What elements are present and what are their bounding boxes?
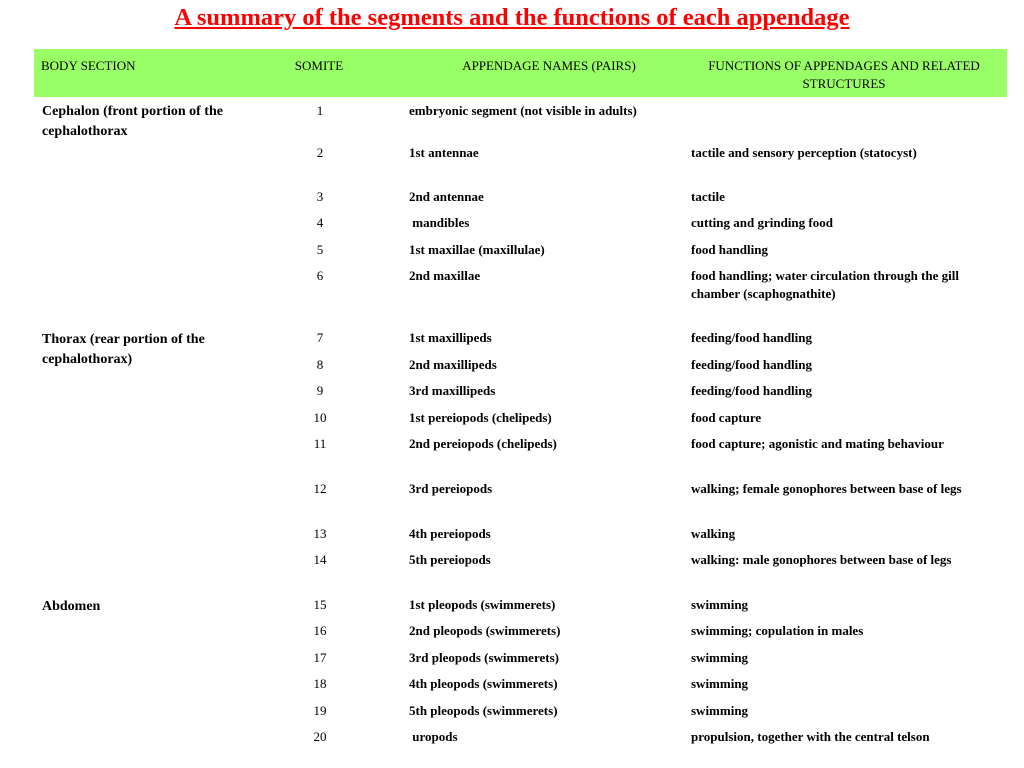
somite-number: 19 [313,703,327,718]
table-row [0,188,1024,208]
table-row [0,102,1024,122]
table-row [0,596,1024,616]
appendage-function: food capture; agonistic and mating behaviour [691,436,944,451]
appendage-name: 5th pleopods (swimmerets) [409,703,558,718]
appendage-function: tactile [691,189,725,204]
appendage-function: cutting and grinding food [691,215,833,230]
table-row [0,480,1024,500]
table-row [0,356,1024,376]
table-header [34,49,1007,97]
section-cephalon: Cephalon (front portion of the cephalothorax [42,104,223,139]
table-row [0,551,1024,571]
appendage-name: 2nd antennae [409,189,484,204]
somite-number: 16 [313,623,327,638]
somite-number: 12 [313,481,327,496]
appendage-function: food handling; water circulation through the gill chamber (scaphognathite) [691,268,959,301]
appendage-name: 5th pereiopods [409,552,491,567]
appendage-name: 1st pereiopods (chelipeds) [409,410,552,425]
appendage-function: food handling [691,242,768,257]
somite-number: 10 [313,410,327,425]
table-row [0,241,1024,261]
table-row [0,622,1024,642]
somite-number: 7 [316,330,324,345]
somite-number: 17 [313,650,327,665]
table-row [0,675,1024,695]
appendage-name: 1st maxillae (maxillulae) [409,242,545,257]
appendage-function: feeding/food handling [691,357,813,372]
appendage-function: swimming [691,703,749,718]
appendage-name: 4th pereiopods [409,526,491,541]
appendage-function: walking [691,526,736,541]
somite-number: 14 [313,552,327,567]
appendage-function: swimming [691,676,749,691]
header-somite: SOMITE [294,58,344,73]
somite-number: 3 [316,189,324,204]
appendage-name: embryonic segment (not visible in adults) [409,103,637,118]
somite-number: 9 [316,383,324,398]
appendage-function: walking; female gonophores between base of legs [691,481,962,496]
somite-number: 5 [316,242,324,257]
table-row [0,409,1024,429]
appendage-name: 3rd maxillipeds [409,383,496,398]
table-row [0,728,1024,748]
somite-number: 4 [316,215,324,230]
appendage-name: 2nd maxillipeds [409,357,497,372]
appendage-name: uropods [409,729,458,744]
table-row [0,214,1024,234]
appendage-function: swimming [691,597,749,612]
appendage-function: tactile and sensory perception (statocyst) [691,145,917,160]
appendage-name: 1st pleopods (swimmerets) [409,597,556,612]
appendage-name: 1st maxillipeds [409,330,492,345]
table-row [0,382,1024,402]
somite-number: 1 [316,103,324,118]
appendage-function: swimming; copulation in males [691,623,864,638]
somite-number: 15 [313,597,327,612]
appendage-name: 3rd pleopods (swimmerets) [409,650,559,665]
header-appendage-names: APPENDAGE NAMES (PAIRS) [462,58,636,73]
appendage-name: 2nd pleopods (swimmerets) [409,623,561,638]
appendage-function: feeding/food handling [691,383,813,398]
appendage-function: food capture [691,410,762,425]
appendage-name: 3rd pereiopods [409,481,493,496]
page-title: A summary of the segments and the functions of each appendage [174,4,850,31]
appendage-name: 4th pleopods (swimmerets) [409,676,558,691]
table-row [0,144,1024,164]
appendage-function: feeding/food handling [691,330,813,345]
appendage-name: 2nd maxillae [409,268,481,283]
header-functions: FUNCTIONS OF APPENDAGES AND RELATED STRUCTURES [708,58,980,91]
table-row [0,702,1024,722]
somite-number: 18 [313,676,327,691]
section-thorax: Thorax (rear portion of the cephalothorax) [42,332,205,367]
appendage-name: 2nd pereiopods (chelipeds) [409,436,557,451]
appendage-function: walking: male gonophores between base of legs [691,552,952,567]
somite-number: 6 [316,268,324,283]
somite-number: 8 [316,357,324,372]
table-row [0,329,1024,349]
appendage-name: mandibles [409,215,470,230]
header-body-section: BODY SECTION [41,58,136,73]
table-row [0,435,1024,455]
section-abdomen: Abdomen [42,599,101,614]
appendage-function: swimming [691,650,749,665]
appendage-name: 1st antennae [409,145,479,160]
somite-number: 20 [313,729,327,744]
somite-number: 2 [316,145,324,160]
table-row [0,525,1024,545]
appendage-function: propulsion, together with the central telson [691,729,930,744]
table-row [0,649,1024,669]
table-row [0,267,1024,301]
somite-number: 13 [313,526,327,541]
somite-number: 11 [313,436,327,451]
